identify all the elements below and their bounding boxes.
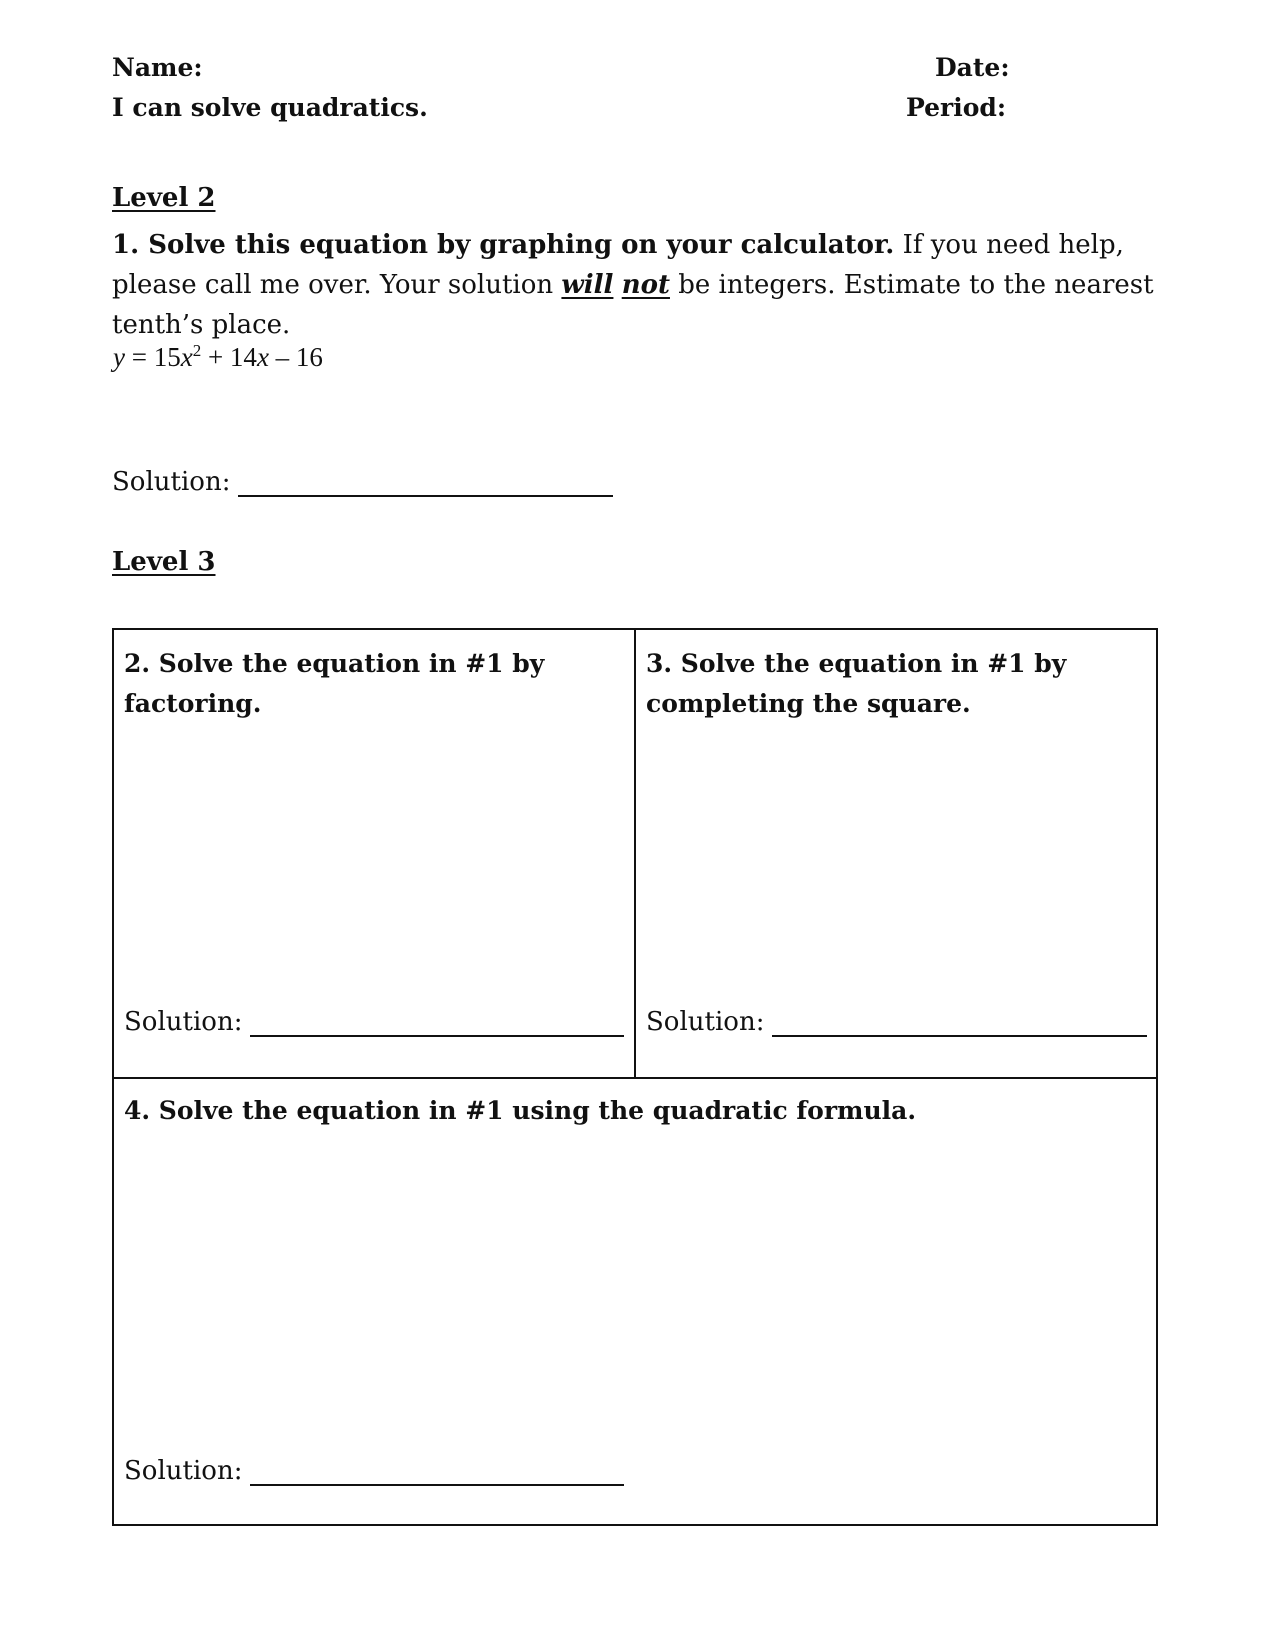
emphasis-will: will [561, 270, 614, 300]
solution-label: Solution: [646, 1007, 765, 1037]
question-1 [112, 225, 1172, 345]
question-3-title [646, 644, 1066, 724]
question-2-solution [124, 1007, 624, 1037]
equation-part-a: = 15 [124, 342, 181, 372]
level-3-heading: Level 3 [112, 547, 216, 577]
question-1-text-b: be integers. Estimate to the nearest tenth’s place. [112, 270, 1154, 340]
question-2-line-2: factoring. [124, 689, 262, 718]
emphasis-not: not [621, 270, 670, 300]
equation-x2: x [256, 342, 269, 372]
quadratic-equation [113, 342, 323, 373]
solution-label: Solution: [124, 1456, 243, 1486]
equation-exponent: 2 [192, 341, 202, 360]
question-2-cell [114, 630, 634, 1077]
level-3-answer-grid [112, 628, 1158, 1526]
question-2-title [124, 644, 544, 724]
equation-y: y [113, 342, 125, 372]
equation-part-c: – 16 [268, 342, 323, 372]
question-3-cell [636, 630, 1158, 1077]
equation-part-b: + 14 [201, 342, 257, 372]
solution-label: Solution: [112, 467, 231, 497]
name-label: Name: [112, 53, 203, 82]
solution-label: Solution: [124, 1007, 243, 1037]
question-3-line-2: completing the square. [646, 689, 971, 718]
level-2-heading: Level 2 [112, 183, 216, 213]
objective-statement: I can solve quadratics. [112, 93, 428, 122]
question-3-line-1: 3. Solve the equation in #1 by [646, 649, 1067, 678]
question-4-title: 4. Solve the equation in #1 using the quadratic formula. [124, 1096, 917, 1125]
solution-blank-line[interactable] [238, 473, 613, 497]
question-4-solution [124, 1456, 624, 1486]
equation-x1: x [180, 342, 193, 372]
question-3-solution [646, 1007, 1147, 1037]
solution-blank-line[interactable] [250, 1013, 624, 1037]
question-1-instruction: 1. Solve this equation by graphing on your calculator. [112, 230, 895, 260]
date-label: Date: [935, 53, 1010, 82]
solution-blank-line[interactable] [250, 1462, 624, 1486]
period-label: Period: [906, 93, 1007, 122]
question-1-text-a: If you need help, please call me over. Your solution [112, 230, 1124, 300]
question-1-solution [112, 467, 613, 497]
question-4-cell [114, 1079, 1156, 1524]
question-2-line-1: 2. Solve the equation in #1 by [124, 649, 545, 678]
solution-blank-line[interactable] [772, 1013, 1147, 1037]
